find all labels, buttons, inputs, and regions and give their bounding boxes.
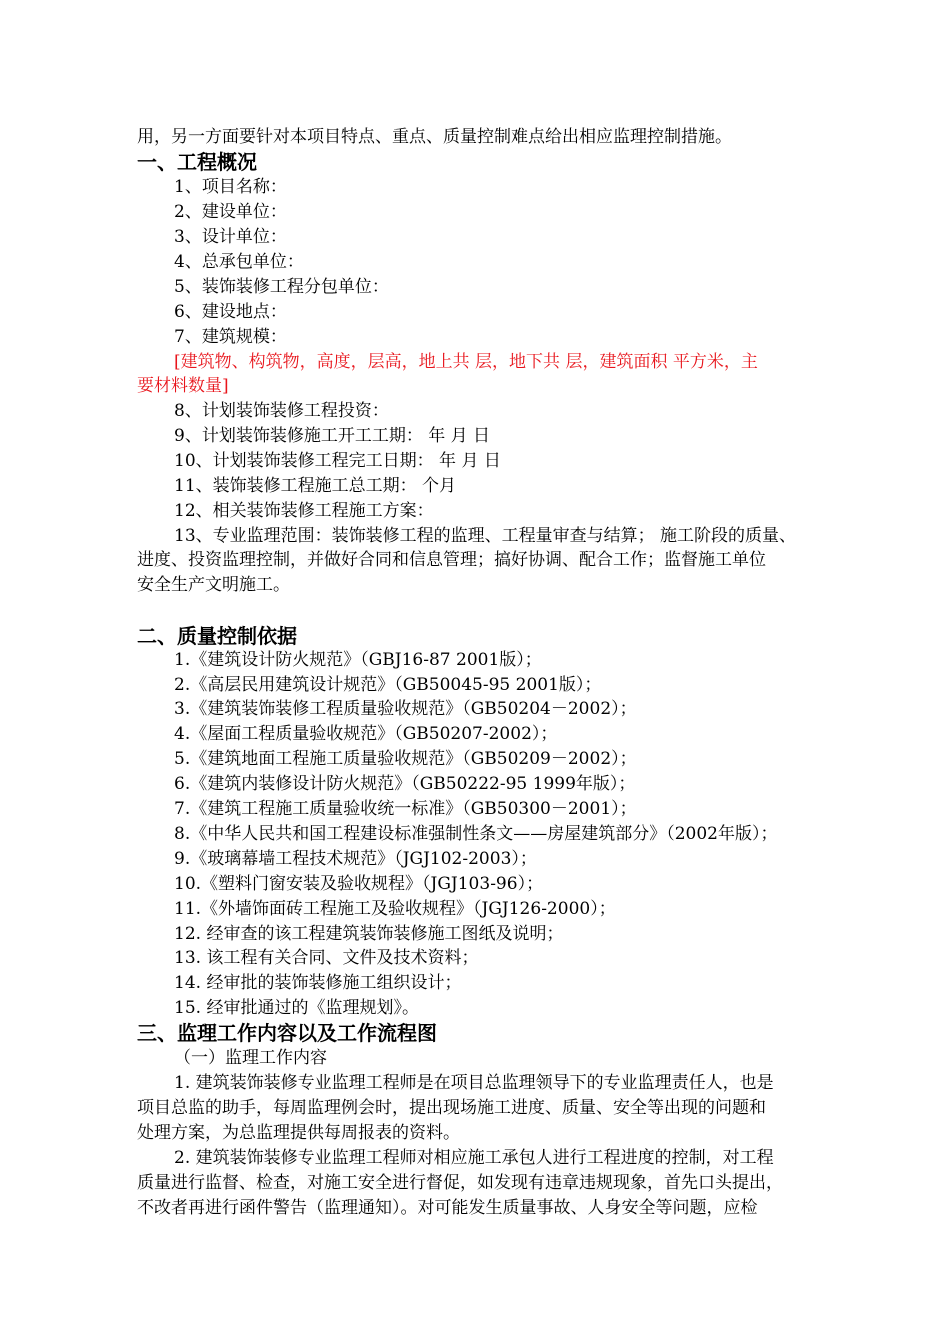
scale-note: [建筑物、构筑物，高度，层高，地上共 层，地下共 层，建筑面积 平方米，主	[174, 352, 758, 372]
paragraph-line: 处理方案，为总监理提供每周报表的资料。	[137, 1123, 460, 1143]
scale-note: 要材料数量]	[137, 376, 229, 396]
list-item: 6、建设地点：	[174, 302, 287, 322]
list-item: 12、相关装饰装修工程施工方案：	[174, 501, 434, 521]
list-item: 8、计划装饰装修工程投资：	[174, 401, 389, 421]
list-item: 2、建设单位：	[174, 202, 287, 222]
list-item: 2.《高层民用建筑设计规范》（GB50045-95 2001版）；	[174, 675, 602, 695]
section2-title: 二、质量控制依据	[137, 624, 297, 648]
list-item: 10.《塑料门窗安装及验收规程》（JGJ103-96）；	[174, 874, 544, 894]
list-item: 1、项目名称：	[174, 177, 287, 197]
paragraph-line: 不改者再进行函件警告（监理通知）。对可能发生质量事故、人身安全等问题，应检	[137, 1198, 758, 1218]
paragraph-line: 1. 建筑装饰装修专业监理工程师是在项目总监理领导下的专业监理责任人，也是	[174, 1073, 774, 1093]
list-item: 1.《建筑设计防火规范》（GBJ16-87 2001版）；	[174, 650, 542, 670]
list-item: 8.《中华人民共和国工程建设标准强制性条文——房屋建筑部分》（2002年版）；	[174, 824, 778, 844]
section1-title: 一、工程概况	[137, 150, 257, 174]
list-item: 11.《外墙饰面砖工程施工及验收规程》（JGJ126-2000）；	[174, 899, 616, 919]
paragraph-line: 2. 建筑装饰装修专业监理工程师对相应施工承包人进行工程进度的控制，对工程	[174, 1148, 774, 1168]
list-item-continued: 安全生产文明施工。	[137, 575, 290, 595]
section3-title: 三、监理工作内容以及工作流程图	[137, 1021, 437, 1045]
list-item: 15. 经审批通过的《监理规划》。	[174, 998, 419, 1018]
list-item: 5.《建筑地面工程施工质量验收规范》（GB50209－2002）；	[174, 749, 637, 769]
section3-subtitle: （一）监理工作内容	[174, 1048, 327, 1068]
list-item: 6.《建筑内装修设计防火规范》（GB50222-95 1999年版）；	[174, 774, 636, 794]
list-item: 12. 经审查的该工程建筑装饰装修施工图纸及说明；	[174, 924, 564, 944]
list-item: 7.《建筑工程施工质量验收统一标准》（GB50300－2001）；	[174, 799, 637, 819]
list-item: 10、计划装饰装修工程完工日期： 年 月 日	[174, 451, 501, 471]
list-item: 13、专业监理范围：装饰装修工程的监理、工程量审查与结算； 施工阶段的质量、	[174, 526, 797, 546]
list-item: 13. 该工程有关合同、文件及技术资料；	[174, 948, 479, 968]
list-item: 4.《屋面工程质量验收规范》（GB50207-2002）；	[174, 724, 558, 744]
list-item: 11、装饰装修工程施工总工期： 个月	[174, 476, 457, 496]
list-item: 14. 经审批的装饰装修施工组织设计；	[174, 973, 462, 993]
paragraph-line: 质量进行监督、检查，对施工安全进行督促，如发现有违章违规现象，首先口头提出，	[137, 1173, 783, 1193]
list-item-continued: 进度、投资监理控制，并做好合同和信息管理；搞好协调、配合工作；监督施工单位	[137, 550, 766, 570]
list-item: 9、计划装饰装修施工开工工期： 年 月 日	[174, 426, 491, 446]
list-item: 4、总承包单位：	[174, 252, 304, 272]
list-item: 9.《玻璃幕墙工程技术规范》（JGJ102-2003）；	[174, 849, 537, 869]
list-item: 5、装饰装修工程分包单位：	[174, 277, 389, 297]
list-item: 7、建筑规模：	[174, 327, 287, 347]
intro-text: 用，另一方面要针对本项目特点、重点、质量控制难点给出相应监理控制措施。	[137, 127, 732, 147]
list-item: 3.《建筑装饰装修工程质量验收规范》（GB50204－2002）；	[174, 699, 637, 719]
paragraph-line: 项目总监的助手，每周监理例会时，提出现场施工进度、质量、安全等出现的问题和	[137, 1098, 766, 1118]
list-item: 3、设计单位：	[174, 227, 287, 247]
